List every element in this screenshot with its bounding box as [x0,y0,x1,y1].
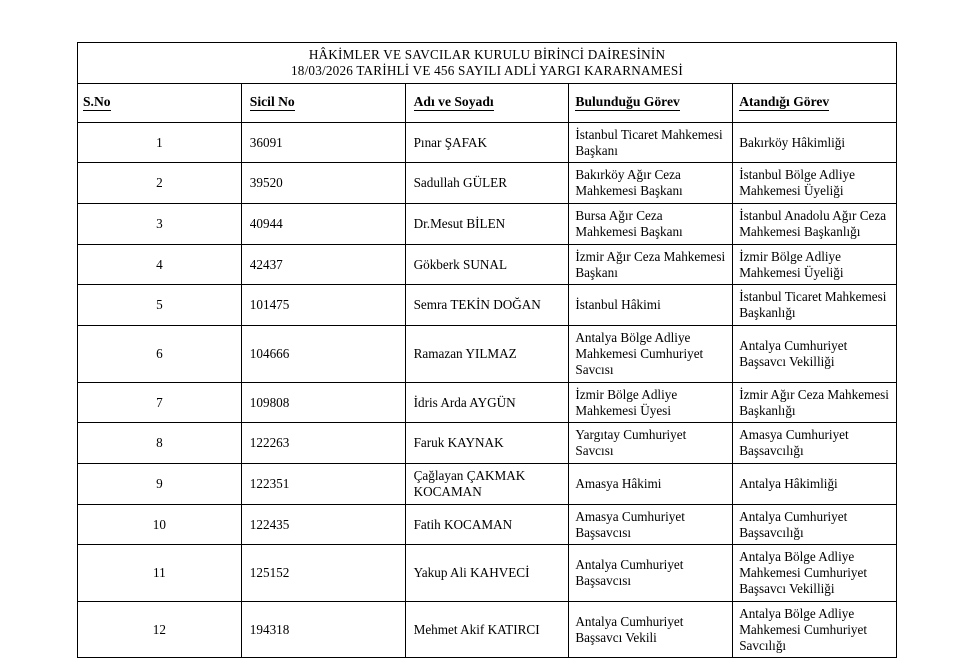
cell-bulundugu: İstanbul Hâkimi [569,285,733,326]
cell-sno: 5 [78,285,242,326]
title-line-1: HÂKİMLER VE SAVCILAR KURULU BİRİNCİ DAİRESİNİN [308,47,666,62]
cell-atandigi: Antalya Bölge Adliye Mahkemesi Cumhuriyet Savcılığı [733,601,897,658]
cell-ad: Faruk KAYNAK [405,423,569,464]
cell-sicil: 39520 [241,163,405,204]
cell-sicil: 36091 [241,122,405,163]
cell-ad: Dr.Mesut BİLEN [405,204,569,245]
table-row [78,285,897,326]
cell-atandigi: İstanbul Anadolu Ağır Ceza Mahkemesi Başkanlığı [733,204,897,245]
table-row [78,504,897,545]
cell-bulundugu: Antalya Bölge Adliye Mahkemesi Cumhuriyet Savcısı [569,326,733,383]
cell-sno: 11 [78,545,242,602]
cell-sno: 3 [78,204,242,245]
cell-sno: 8 [78,423,242,464]
title-line-2: 18/03/2026 TARİHLİ VE 456 SAYILI ADLİ YARGI KARARNAMESİ [290,62,683,78]
cell-atandigi: İzmir Ağır Ceza Mahkemesi Başkanlığı [733,382,897,423]
cell-atandigi: Antalya Cumhuriyet Başsavcılığı [733,504,897,545]
cell-ad: Pınar ŞAFAK [405,122,569,163]
table-row [78,163,897,204]
cell-ad: Semra TEKİN DOĞAN [405,285,569,326]
cell-atandigi: Bakırköy Hâkimliği [733,122,897,163]
column-header-sno: S.No [78,83,242,122]
table-row [78,601,897,658]
cell-atandigi: İstanbul Bölge Adliye Mahkemesi Üyeliği [733,163,897,204]
cell-sicil: 40944 [241,204,405,245]
cell-sno: 6 [78,326,242,383]
cell-sno: 7 [78,382,242,423]
table-body [78,43,897,658]
cell-bulundugu: İzmir Bölge Adliye Mahkemesi Üyesi [569,382,733,423]
column-header-sicil-no: Sicil No [241,83,405,122]
cell-sno: 12 [78,601,242,658]
cell-sno: 4 [78,244,242,285]
table-row [78,464,897,505]
table-row [78,244,897,285]
column-header-atandigi-gorev: Atandığı Görev [733,83,897,122]
cell-sicil: 194318 [241,601,405,658]
table-row [78,382,897,423]
cell-sicil: 104666 [241,326,405,383]
cell-bulundugu: Yargıtay Cumhuriyet Savcısı [569,423,733,464]
cell-sicil: 42437 [241,244,405,285]
cell-atandigi: Antalya Bölge Adliye Mahkemesi Cumhuriyet Başsavcı Vekilliği [733,545,897,602]
cell-ad: Çağlayan ÇAKMAK KOCAMAN [405,464,569,505]
cell-bulundugu: Antalya Cumhuriyet Başsavcısı [569,545,733,602]
title-row [78,43,897,84]
cell-sicil: 109808 [241,382,405,423]
cell-ad: İdris Arda AYGÜN [405,382,569,423]
cell-bulundugu: Amasya Cumhuriyet Başsavcısı [569,504,733,545]
cell-ad: Fatih KOCAMAN [405,504,569,545]
cell-sno: 2 [78,163,242,204]
table-header-row [78,83,897,122]
cell-sno: 10 [78,504,242,545]
kararname-table [77,42,897,658]
cell-ad: Mehmet Akif KATIRCI [405,601,569,658]
cell-sno: 9 [78,464,242,505]
cell-ad: Sadullah GÜLER [405,163,569,204]
cell-atandigi: Antalya Cumhuriyet Başsavcı Vekilliği [733,326,897,383]
cell-sicil: 122263 [241,423,405,464]
table-row [78,204,897,245]
cell-sicil: 125152 [241,545,405,602]
cell-atandigi: Amasya Cumhuriyet Başsavcılığı [733,423,897,464]
table-row [78,122,897,163]
cell-bulundugu: İstanbul Ticaret Mahkemesi Başkanı [569,122,733,163]
table-row [78,423,897,464]
cell-sicil: 101475 [241,285,405,326]
cell-atandigi: İstanbul Ticaret Mahkemesi Başkanlığı [733,285,897,326]
cell-ad: Gökberk SUNAL [405,244,569,285]
cell-bulundugu: Bakırköy Ağır Ceza Mahkemesi Başkanı [569,163,733,204]
cell-sicil: 122351 [241,464,405,505]
cell-sicil: 122435 [241,504,405,545]
cell-sno: 1 [78,122,242,163]
cell-bulundugu: Amasya Hâkimi [569,464,733,505]
table-row [78,545,897,602]
cell-ad: Ramazan YILMAZ [405,326,569,383]
column-header-adi-soyadi: Adı ve Soyadı [405,83,569,122]
document-title [78,43,897,84]
cell-bulundugu: Antalya Cumhuriyet Başsavcı Vekili [569,601,733,658]
table-row [78,326,897,383]
cell-atandigi: İzmir Bölge Adliye Mahkemesi Üyeliği [733,244,897,285]
cell-atandigi: Antalya Hâkimliği [733,464,897,505]
cell-bulundugu: İzmir Ağır Ceza Mahkemesi Başkanı [569,244,733,285]
cell-bulundugu: Bursa Ağır Ceza Mahkemesi Başkanı [569,204,733,245]
column-header-bulundugu-gorev: Bulunduğu Görev [569,83,733,122]
cell-ad: Yakup Ali KAHVECİ [405,545,569,602]
